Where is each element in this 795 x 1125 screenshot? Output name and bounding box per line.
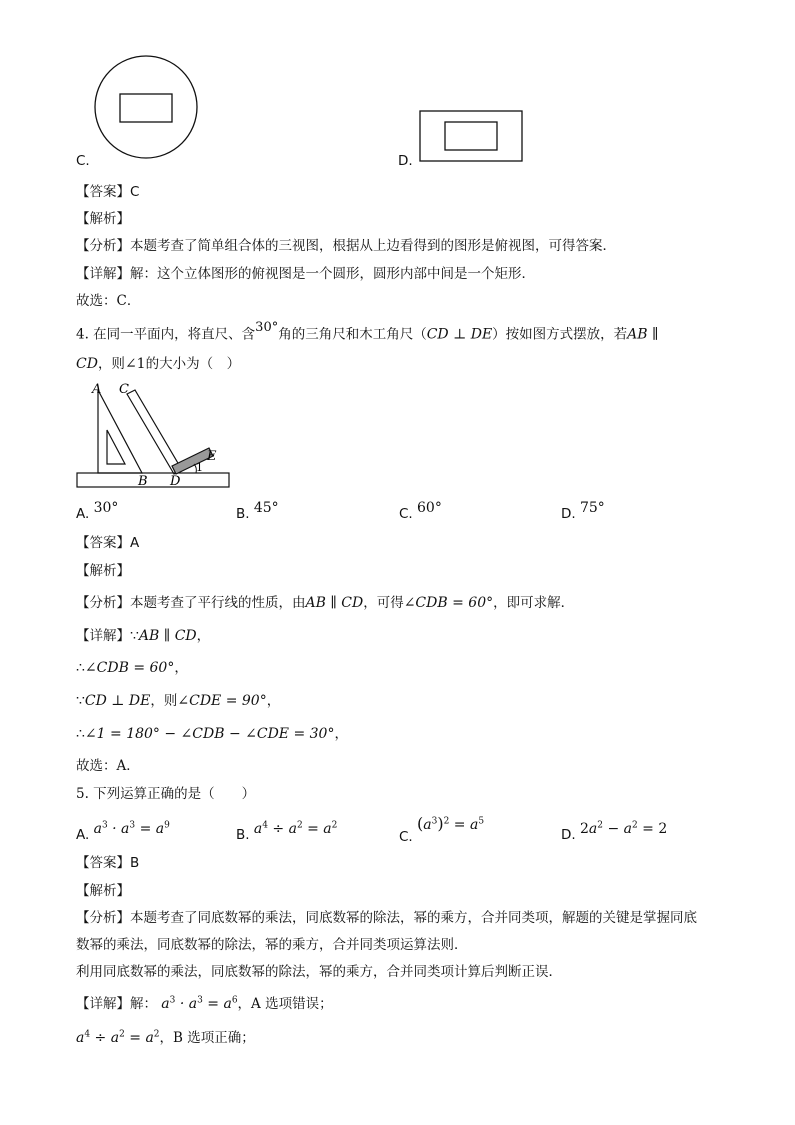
- q5-option-c: [399, 814, 485, 845]
- q4-option-d-letter: D.: [561, 506, 576, 522]
- fenxi-part1: 本题考查了平行线的性质，由: [130, 595, 306, 611]
- fenxi-angle-cdb: ∠CDB = 60°: [403, 595, 494, 611]
- therefore-symbol-2: ∴: [76, 726, 85, 742]
- q5-fenxi-line3: 利用同底数幂的乘法，同底数幂的除法，幂的乘方，合并同类项计算后判断正误．: [76, 964, 562, 980]
- q3-answer: [76, 180, 139, 200]
- q5-option-d-letter: D.: [561, 826, 576, 843]
- q4-option-a-letter: A.: [76, 506, 90, 522]
- q3-analysis-label: 【解析】: [76, 211, 130, 227]
- step3-comma: ，: [266, 693, 281, 709]
- q4-conclusion: 故选：A．: [76, 758, 140, 774]
- fenxi-line1-text: 本题考查了同底数幂的乘法，同底数幂的除法，幂的乘方，合并同类项，解题的关键是掌握同底: [130, 910, 697, 926]
- q5-fenxi-line1: [76, 906, 697, 926]
- step3-perp: CD ⊥ DE: [84, 693, 151, 709]
- q5-fenxi-line2: 数幂的乘法，同底数幂的除法，幂的乘方，合并同类项运算法则．: [76, 937, 468, 953]
- answer-label: 【答案】: [76, 184, 130, 200]
- q4-stem-part5: 的大小为（ ）: [145, 356, 241, 372]
- label-A: A: [92, 382, 102, 397]
- step4-math: ∠1 = 180° − ∠CDB − ∠CDE = 30°: [84, 726, 335, 742]
- q4-analysis-label: 【解析】: [76, 563, 130, 579]
- q3-xiangjie: [76, 262, 535, 282]
- xiangjie-label: 【详解】: [76, 628, 130, 644]
- q4-option-a: [76, 500, 119, 522]
- q5-option-d: [561, 820, 668, 843]
- q4-option-b-value: 45°: [253, 500, 279, 516]
- q4-stem-cd: CD: [76, 356, 98, 372]
- step2-comma: ，: [174, 660, 188, 676]
- fenxi-label: 【分析】: [76, 238, 130, 254]
- q5-answer: [76, 851, 139, 871]
- q3-conclusion: 故选：C．: [76, 293, 141, 309]
- option-c-figure: [90, 54, 205, 164]
- answer-value: C: [130, 184, 140, 200]
- q4-stem-cd-perp-de: CD ⊥ DE: [426, 326, 493, 343]
- fenxi-part3: ，即可求解．: [493, 595, 575, 611]
- top-view-outer-rect: [420, 111, 522, 161]
- q4-option-d: [561, 500, 605, 522]
- q5-option-c-formula: $(a^3)^2 = a^5$: [417, 814, 485, 833]
- q5-option-a: [76, 820, 170, 843]
- answer-label: 【答案】: [76, 855, 130, 871]
- label-D: D: [170, 474, 181, 489]
- label-E: E: [207, 449, 217, 464]
- answer-value: B: [130, 855, 140, 871]
- q5-analysis-label: 【解析】: [76, 883, 130, 899]
- q4-stem-angle: 30°: [255, 320, 279, 335]
- q5-option-d-formula: $2a^2 - a^2 = 2$: [579, 820, 668, 837]
- q4-stem-part2: 角的三角尺和木工角尺（: [278, 326, 427, 343]
- q4-step1: [76, 624, 210, 644]
- q4-stem-part1: 4. 在同一平面内，将直尺、含: [76, 326, 256, 343]
- q4-option-b: [236, 500, 279, 522]
- q5-option-b: [236, 820, 338, 843]
- q3-option-d-letter: D.: [398, 153, 413, 169]
- q4-option-b-letter: B.: [236, 506, 250, 522]
- q4-stem-angle1: ∠1: [124, 356, 146, 372]
- q5-xiangjie-line1: [76, 992, 333, 1012]
- q4-figure: [72, 380, 237, 492]
- xiangjie-line1-tail: ，A 选项错误；: [237, 996, 333, 1012]
- xiangjie-text: 解：这个立体图形的俯视图是一个圆形，圆形内部中间是一个矩形．: [130, 266, 535, 282]
- therefore-symbol: ∴: [76, 660, 85, 676]
- step2-math: ∠CDB = 60°: [84, 660, 175, 676]
- step4-comma: ，: [334, 726, 348, 742]
- fenxi-label: 【分析】: [76, 595, 130, 611]
- q4-answer: [76, 531, 139, 551]
- q4-option-c: [399, 500, 442, 522]
- step3-mid: ，则: [150, 693, 178, 709]
- label-C: C: [119, 382, 129, 397]
- fenxi-ab-parallel-cd: AB ∥ CD: [305, 595, 364, 611]
- xiangjie-formula-b: $a^4 \div a^2 = a^2$: [76, 1029, 160, 1046]
- label-angle-1: 1: [196, 461, 203, 474]
- q3-option-c-letter: C.: [76, 153, 90, 169]
- top-view-inner-rect-d: [445, 122, 497, 150]
- q4-stem-line2: [76, 352, 240, 372]
- q5-option-c-letter: C.: [399, 829, 413, 845]
- xiangjie-formula-a: $a^3 \cdot a^3 = a^6$: [161, 995, 238, 1012]
- set-square-outer: [98, 390, 142, 473]
- q4-option-c-letter: C.: [399, 506, 413, 522]
- xiangjie-label: 【详解】: [76, 266, 130, 282]
- because-symbol-2: ∵: [76, 693, 85, 709]
- fenxi-text: 本题考查了简单组合体的三视图，根据从上边看得到的图形是俯视图，可得答案．: [130, 238, 616, 254]
- q4-stem-part4: ，则: [97, 356, 125, 372]
- top-view-circle: [95, 56, 197, 158]
- because-symbol: ∵: [130, 628, 139, 644]
- fenxi-part2: ，可得: [363, 595, 404, 611]
- xiangjie-prefix: 解：: [130, 996, 157, 1012]
- q5-stem: 5. 下列运算正确的是（ ）: [76, 786, 256, 802]
- q5-option-a-letter: A.: [76, 826, 90, 843]
- step3-angle-cde: ∠CDE = 90°: [177, 693, 267, 709]
- q4-stem-ab-parallel: AB ∥: [627, 326, 659, 343]
- q4-step2: [76, 656, 188, 676]
- xiangjie-line2-tail: ，B 选项正确；: [159, 1030, 255, 1046]
- step1-math: AB ∥ CD: [138, 628, 197, 644]
- xiangjie-label: 【详解】: [76, 996, 130, 1012]
- straight-ruler: [77, 473, 229, 487]
- q4-fenxi: [76, 591, 574, 611]
- top-view-inner-rect: [120, 94, 172, 122]
- fenxi-label: 【分析】: [76, 910, 130, 926]
- answer-label: 【答案】: [76, 535, 130, 551]
- q3-fenxi: [76, 234, 616, 254]
- q4-step3: [76, 689, 280, 709]
- q5-option-b-letter: B.: [236, 826, 250, 843]
- q5-option-b-formula: $a^4 \div a^2 = a^2$: [253, 820, 338, 837]
- q5-option-a-formula: $a^3 \cdot a^3 = a^9$: [93, 820, 170, 837]
- q4-stem-line1: [76, 322, 659, 343]
- answer-value: A: [130, 535, 140, 551]
- q4-option-c-value: 60°: [417, 500, 442, 516]
- step1-comma: ，: [196, 628, 211, 644]
- q4-stem-part3: ）按如图方式摆放，若: [492, 326, 628, 343]
- q4-option-a-value: 30°: [93, 500, 119, 516]
- q5-xiangjie-line2: [76, 1026, 255, 1046]
- label-B: B: [138, 474, 148, 489]
- option-d-figure: [417, 108, 527, 164]
- q4-step4: [76, 722, 348, 742]
- q4-option-d-value: 75°: [579, 500, 605, 516]
